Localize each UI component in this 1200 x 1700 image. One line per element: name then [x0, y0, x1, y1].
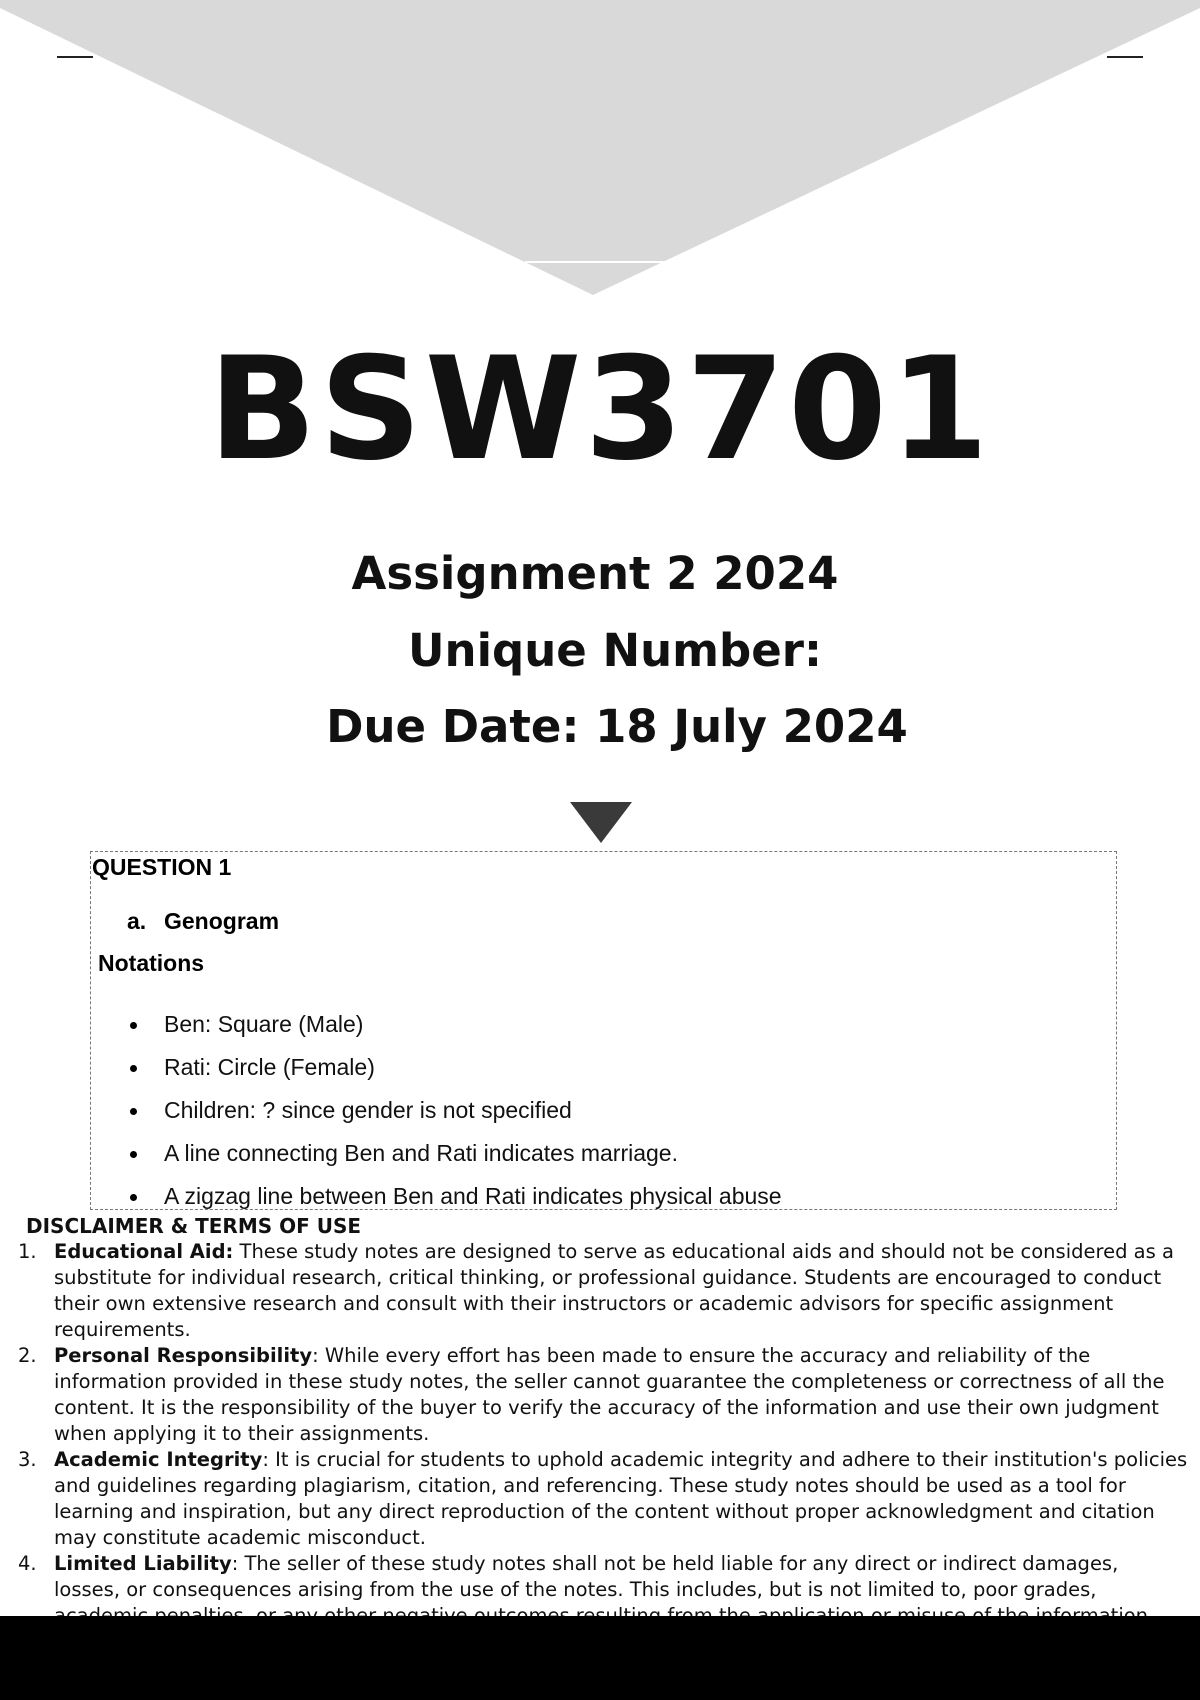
question-title: QUESTION 1: [92, 854, 232, 880]
disclaimer-item-heading: Personal Responsibility: [54, 1344, 313, 1367]
footer-black-bar: [0, 1616, 1200, 1700]
notations-label: Notations: [98, 950, 205, 976]
course-code-title: BSW3701: [208, 327, 992, 492]
corner-mark-left: [57, 56, 93, 58]
list-item: [127, 1010, 782, 1053]
disclaimer-item-number: 4.: [18, 1552, 37, 1575]
header-chevron-banner: [0, 0, 1200, 300]
disclaimer-item-number: 2.: [18, 1344, 37, 1367]
bullet-icon: [130, 1194, 137, 1201]
disclaimer-item: [0, 1239, 1200, 1343]
subheading-text: Genogram: [164, 908, 280, 934]
disclaimer-item-body: : It is crucial for students to uphold academic integrity and adhere to their institution's policies and guidelines regarding plagiarism, citation, and referencing. These study notes should be used as a tool for learning and inspiration, but any direct reproduction of the content without proper acknowledgment and citation may constitute academic misconduct.: [54, 1448, 1188, 1549]
disclaimer-item: [0, 1343, 1200, 1447]
disclaimer-item-heading: Academic Integrity: [54, 1448, 263, 1471]
disclaimer-item-body: These study notes are designed to serve as educational aids and should not be considered as a substitute for individual research, critical thinking, or professional guidance. Students are encouraged to conduct their own extensive research and consult with their instructors or academic advisors for specific assignment requirements.: [54, 1240, 1174, 1341]
disclaimer-list: [0, 1239, 1200, 1629]
banner-chevron-shape: [0, 0, 1200, 295]
disclaimer-item-number: 1.: [18, 1240, 37, 1263]
disclaimer-item-heading: Educational Aid:: [54, 1240, 234, 1263]
corner-mark-right: [1107, 56, 1143, 58]
disclaimer-item-body: : The seller of these study notes shall not be held liable for any direct or indirect damages, losses, or consequences arising from the use of the notes. This includes, but is not limited to, poor grades,: [54, 1552, 1119, 1601]
assignment-line: Assignment 2 2024: [351, 547, 839, 600]
due-date-line: Due Date: 18 July 2024: [326, 700, 908, 753]
unique-number-line: Unique Number:: [408, 624, 822, 677]
list-item: [127, 1139, 782, 1182]
disclaimer-item: [0, 1447, 1200, 1551]
disclaimer-item-body: : While every effort has been made to ensure the accuracy and reliability of the information provided in these study notes, the seller cannot guarantee the completeness or correctness of all the content. It is the responsibility of the buyer to verify the accuracy of the information and use their own judgment when applying it to their assignments.: [54, 1344, 1165, 1445]
bullet-icon: [130, 1022, 137, 1029]
bullet-icon: [130, 1151, 137, 1158]
list-item-text: A zigzag line between Ben and Rati indicates physical abuse: [164, 1183, 782, 1209]
question-subheading: [127, 907, 279, 935]
list-item: [127, 1053, 782, 1096]
disclaimer-item-number: 3.: [18, 1448, 37, 1471]
bullet-icon: [130, 1065, 137, 1072]
list-item-text: A line connecting Ben and Rati indicates marriage.: [164, 1140, 678, 1166]
list-item-text: Children: ? since gender is not specified: [164, 1097, 572, 1123]
disclaimer-title: DISCLAIMER & TERMS OF USE: [26, 1214, 362, 1238]
list-item-text: Rati: Circle (Female): [164, 1054, 375, 1080]
notations-list: [127, 1010, 782, 1225]
disclaimer-item-heading: Limited Liability: [54, 1552, 232, 1575]
bullet-icon: [130, 1108, 137, 1115]
list-item: [127, 1096, 782, 1139]
list-item-text: Ben: Square (Male): [164, 1011, 364, 1037]
down-arrow-icon: [570, 802, 632, 843]
subheading-letter: a.: [127, 908, 147, 934]
